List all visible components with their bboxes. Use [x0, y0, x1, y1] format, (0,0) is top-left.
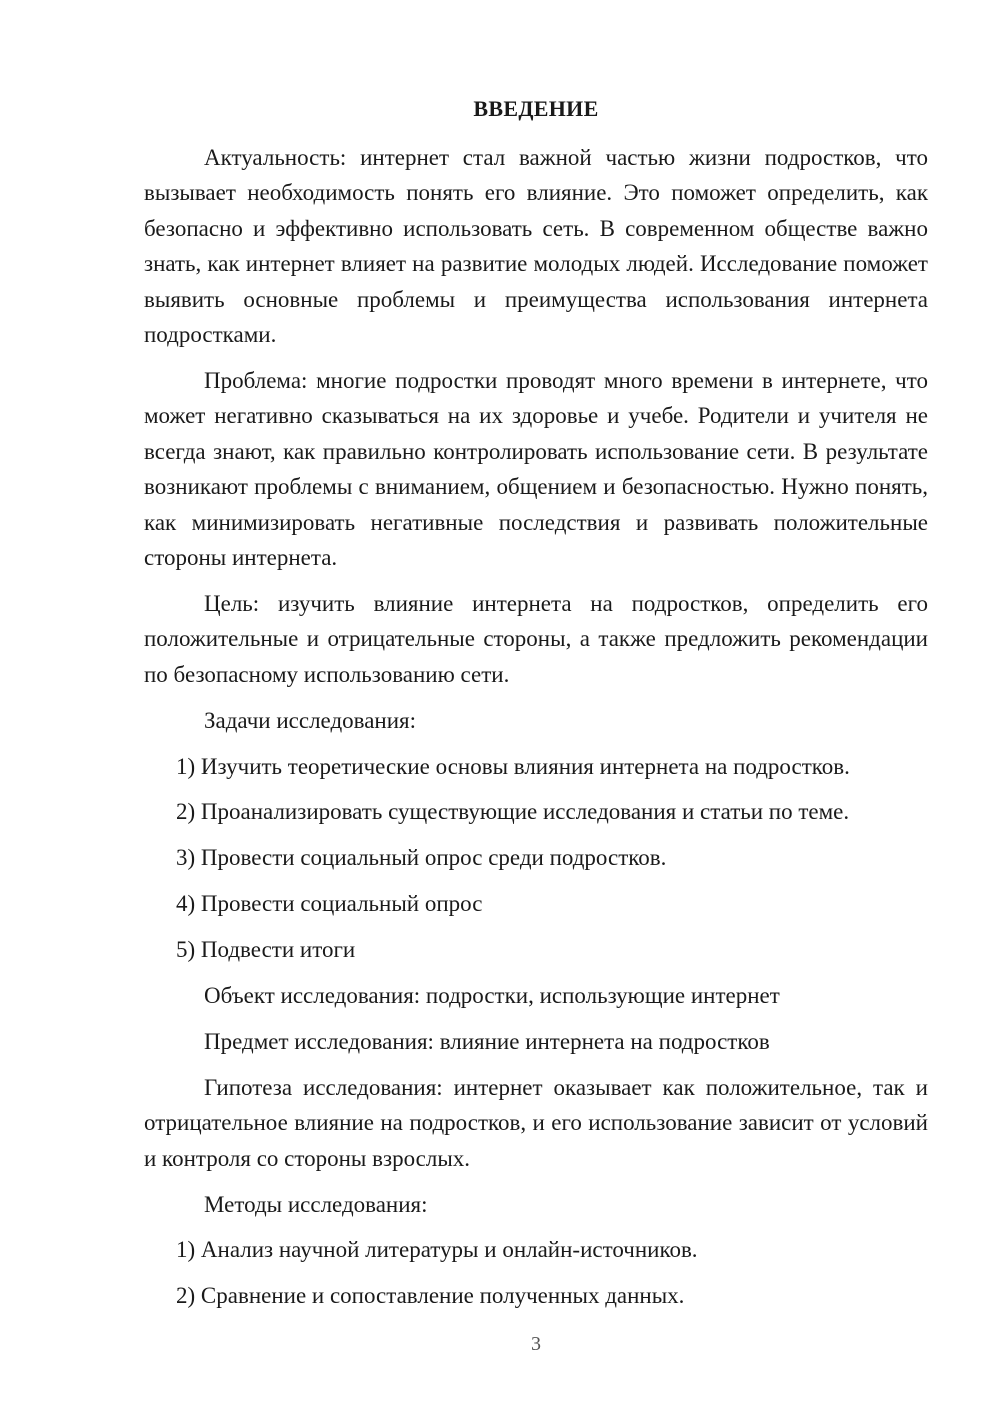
- list-item: 1) Изучить теоретические основы влияния интернета на подростков.: [176, 753, 850, 779]
- page-number: 3: [531, 1333, 541, 1355]
- list-item: 1) Анализ научной литературы и онлайн-источников.: [176, 1237, 698, 1263]
- list-item: 4) Провести социальный опрос: [176, 891, 483, 917]
- tasks-heading: Задачи исследования:: [204, 707, 417, 733]
- object-paragraph: Объект исследования: подростки, использующие интернет: [204, 983, 780, 1009]
- relevance-paragraph: Актуальность: интернет стал важной частью жизни подростков, что вызывает необходимость понять его влияние. Это поможет определить, как безопасно и эффективно использовать сеть. В современном обществе важно знать, как интернет влияет на развитие молодых людей. Исследование поможет выявить основные проблемы и преимущества использования интернета подростками.: [144, 145, 928, 348]
- list-item: 5) Подвести итоги: [176, 937, 356, 963]
- list-item: 3) Провести социальный опрос среди подростков.: [176, 845, 667, 871]
- tasks-list: [144, 749, 928, 968]
- list-item: 2) Проанализировать существующие исследования и статьи по теме.: [176, 799, 850, 825]
- subject-paragraph: Предмет исследования: влияние интернета на подростков: [204, 1028, 770, 1054]
- methods-heading: Методы исследования:: [204, 1191, 428, 1217]
- methods-list: [144, 1232, 928, 1313]
- section-title: ВВЕДЕНИЕ: [473, 96, 599, 121]
- goal-paragraph: Цель: изучить влияние интернета на подростков, определить его положительные и отрицательные стороны, а также предложить рекомендации по безопасному использованию сети.: [144, 590, 928, 687]
- hypothesis-paragraph: Гипотеза исследования: интернет оказывает как положительное, так и отрицательное влияние на подростков, и его использование зависит от условий и контроля со стороны взрослых.: [144, 1074, 928, 1171]
- problem-paragraph: Проблема: многие подростки проводят много времени в интернете, что может негативно сказываться на их здоровье и учебе. Родители и учителя не всегда знают, как правильно контролировать использование сети. В результате возникают проблемы с вниманием, общением и безопасностью. Нужно понять, как минимизировать негативные последствия и развивать положительные стороны интернета.: [144, 367, 928, 570]
- document-body: [144, 140, 928, 1324]
- list-item: 2) Сравнение и сопоставление полученных данных.: [176, 1283, 685, 1309]
